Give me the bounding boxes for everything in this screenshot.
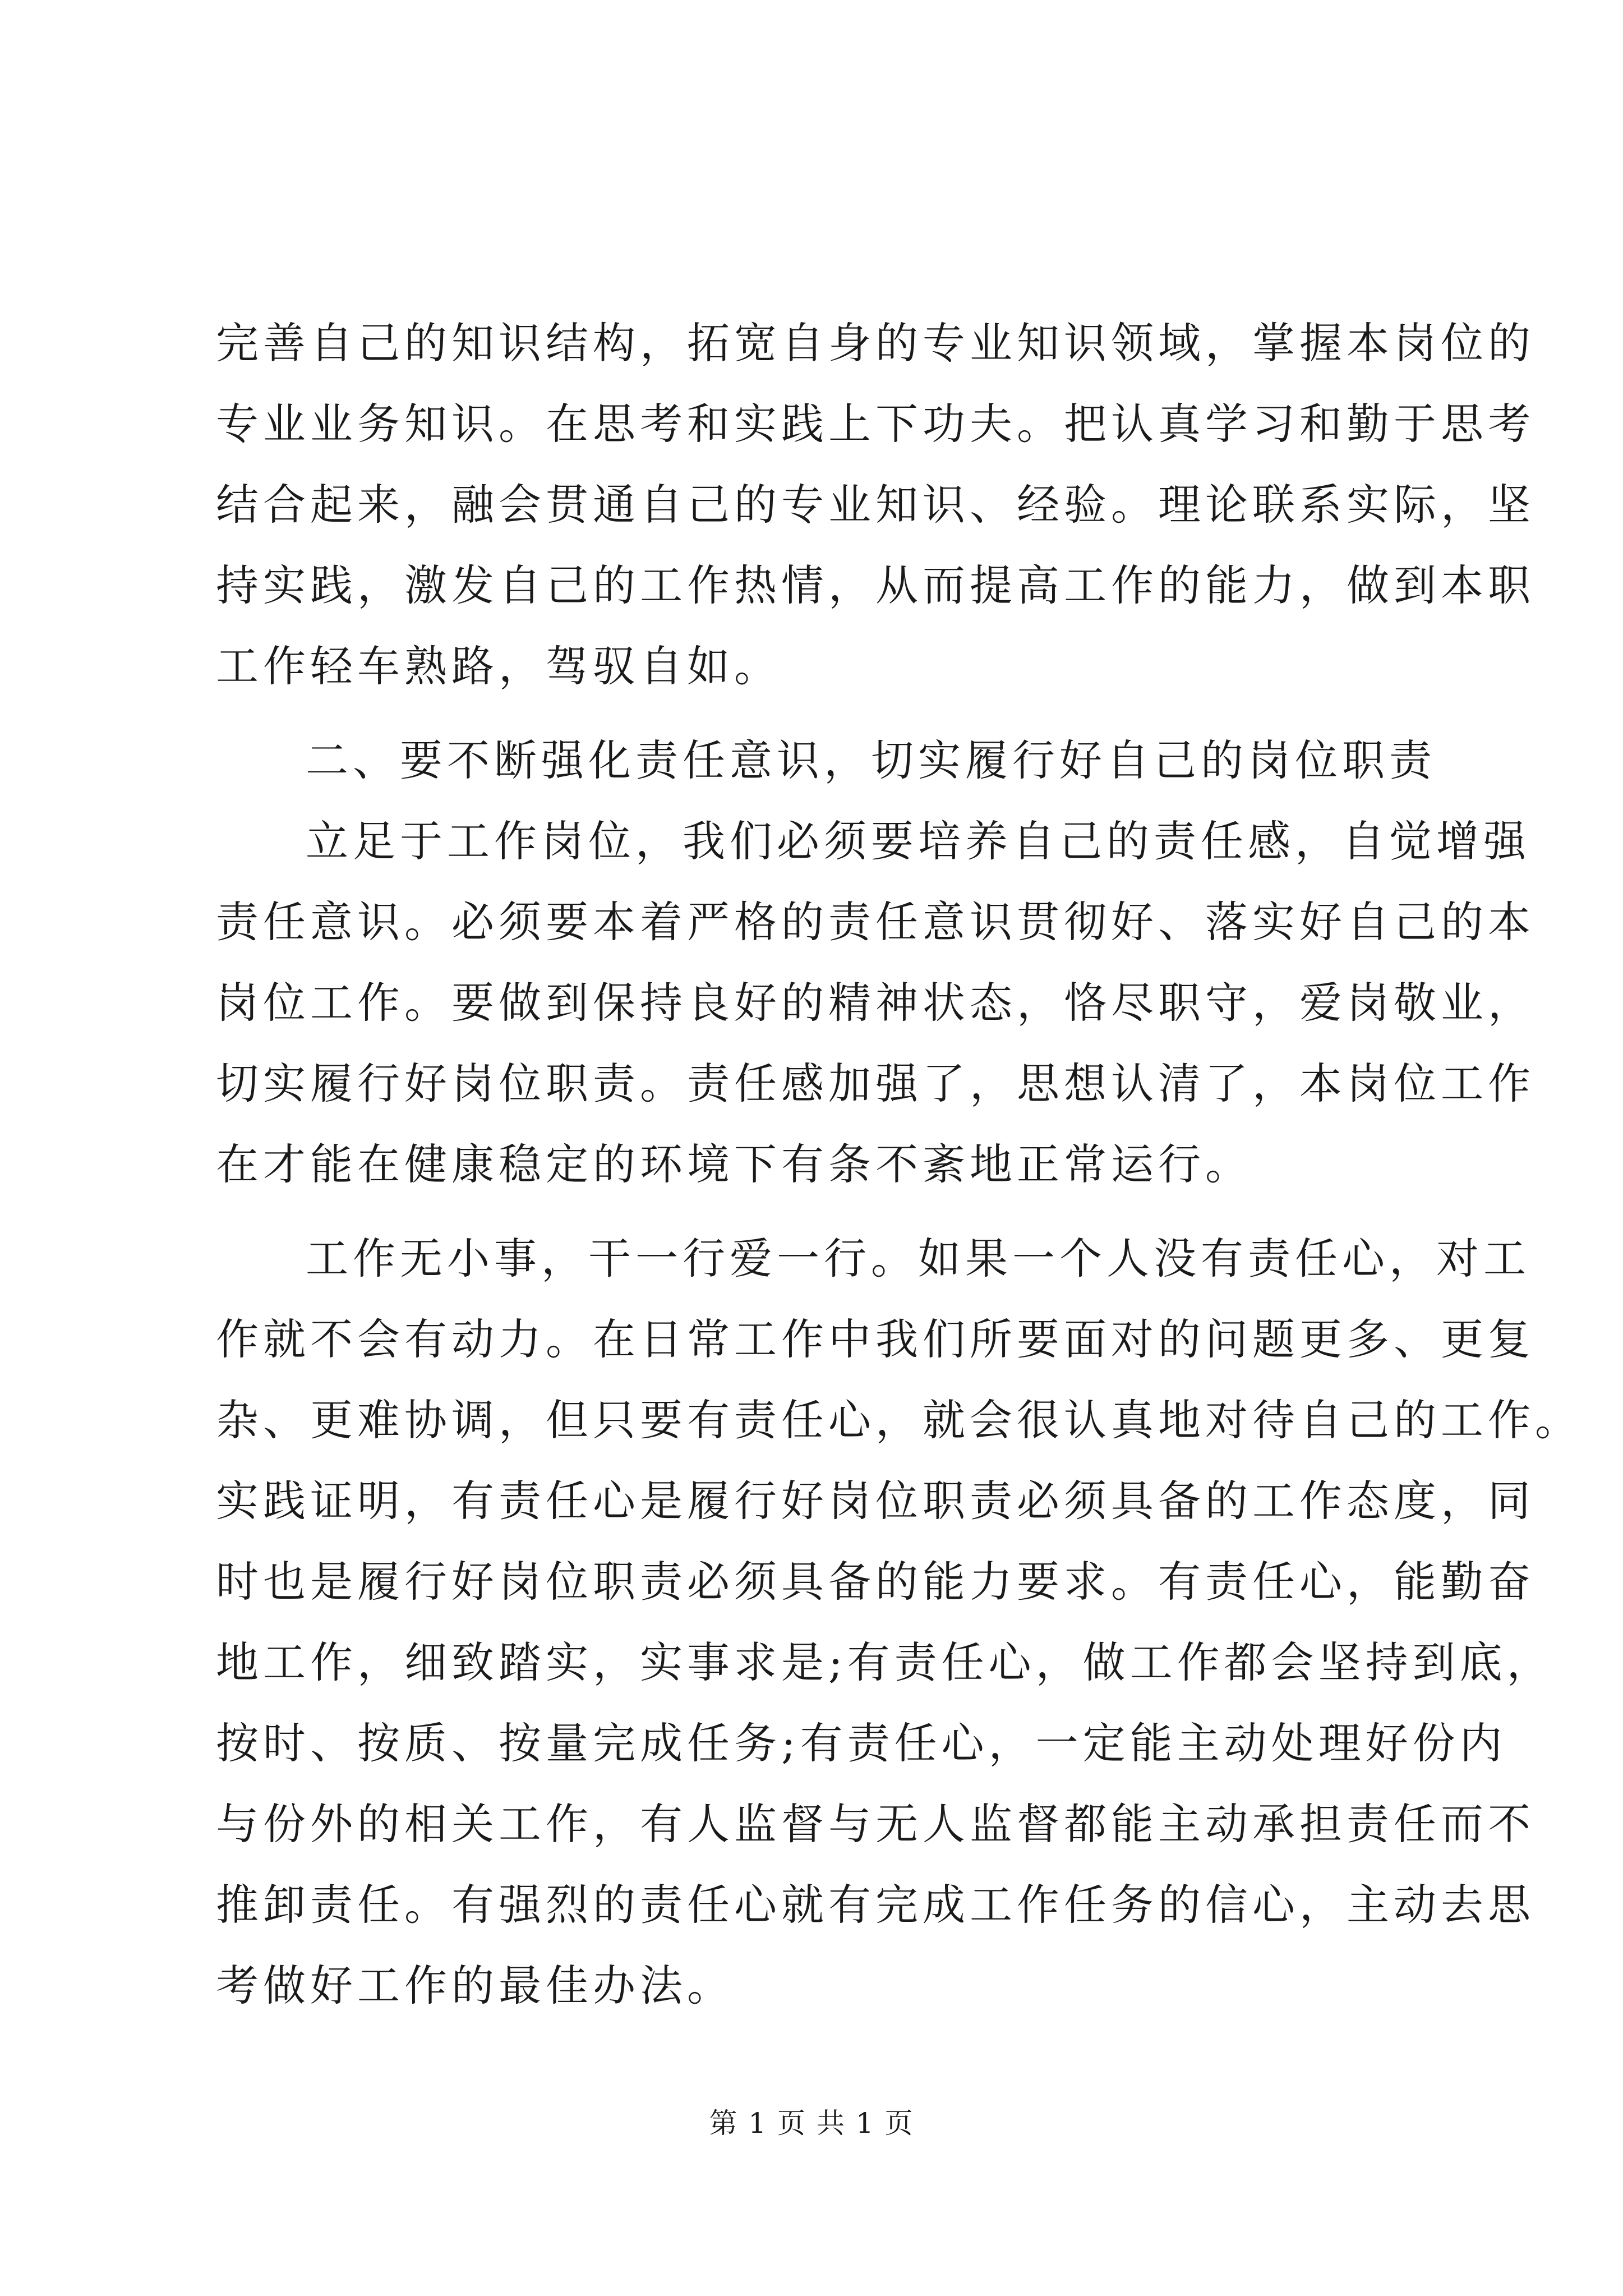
text-line: 切实履行好岗位职责。责任感加强了，思想认清了，本岗位工作 bbox=[216, 1059, 1535, 1108]
text-line: 在才能在健康稳定的环境下有条不紊地正常运行。 bbox=[216, 1139, 1252, 1189]
text-line: 完善自己的知识结构，拓宽自身的专业知识领域，掌握本岗位的 bbox=[216, 318, 1535, 368]
text-line: 岗位工作。要做到保持良好的精神状态，恪尽职守，爱岗敬业， bbox=[216, 978, 1535, 1028]
document-body bbox=[216, 303, 1582, 2026]
text-line: 作就不会有动力。在日常工作中我们所要面对的问题更多、更复 bbox=[216, 1314, 1535, 1364]
text-line: 责任意识。必须要本着严格的责任意识贯彻好、落实好自己的本 bbox=[216, 897, 1535, 947]
text-line: 工作无小事，干一行爱一行。如果一个人没有责任心，对工 bbox=[306, 1234, 1530, 1283]
section-heading: 二、要不断强化责任意识，切实履行好自己的岗位职责 bbox=[306, 735, 1436, 785]
text-line: 立足于工作岗位，我们必须要培养自己的责任感，自觉增强 bbox=[306, 816, 1530, 866]
text-line: 推卸责任。有强烈的责任心就有完成工作任务的信心，主动去思 bbox=[216, 1880, 1535, 1930]
text-line: 考做好工作的最佳办法。 bbox=[216, 1961, 734, 2010]
text-line: 专业业务知识。在思考和实践上下功夫。把认真学习和勤于思考 bbox=[216, 399, 1535, 449]
text-line: 按时、按质、按量完成任务;有责任心，一定能主动处理好份内 bbox=[216, 1718, 1507, 1768]
text-line: 杂、更难协调，但只要有责任心，就会很认真地对待自己的工作。 bbox=[216, 1395, 1582, 1445]
text-line: 地工作，细致踏实，实事求是;有责任心，做工作都会坚持到底， bbox=[216, 1637, 1554, 1687]
text-line: 实践证明，有责任心是履行好岗位职责必须具备的工作态度，同 bbox=[216, 1476, 1535, 1526]
text-line: 工作轻车熟路，驾驭自如。 bbox=[216, 641, 781, 691]
text-line: 时也是履行好岗位职责必须具备的能力要求。有责任心，能勤奋 bbox=[216, 1557, 1535, 1607]
text-line: 与份外的相关工作，有人监督与无人监督都能主动承担责任而不 bbox=[216, 1799, 1535, 1849]
text-line: 持实践，激发自己的工作热情，从而提高工作的能力，做到本职 bbox=[216, 560, 1535, 610]
page-footer: 第 1 页 共 1 页 bbox=[709, 2107, 914, 2139]
text-line: 结合起来，融会贯通自己的专业知识、经验。理论联系实际，坚 bbox=[216, 480, 1535, 530]
